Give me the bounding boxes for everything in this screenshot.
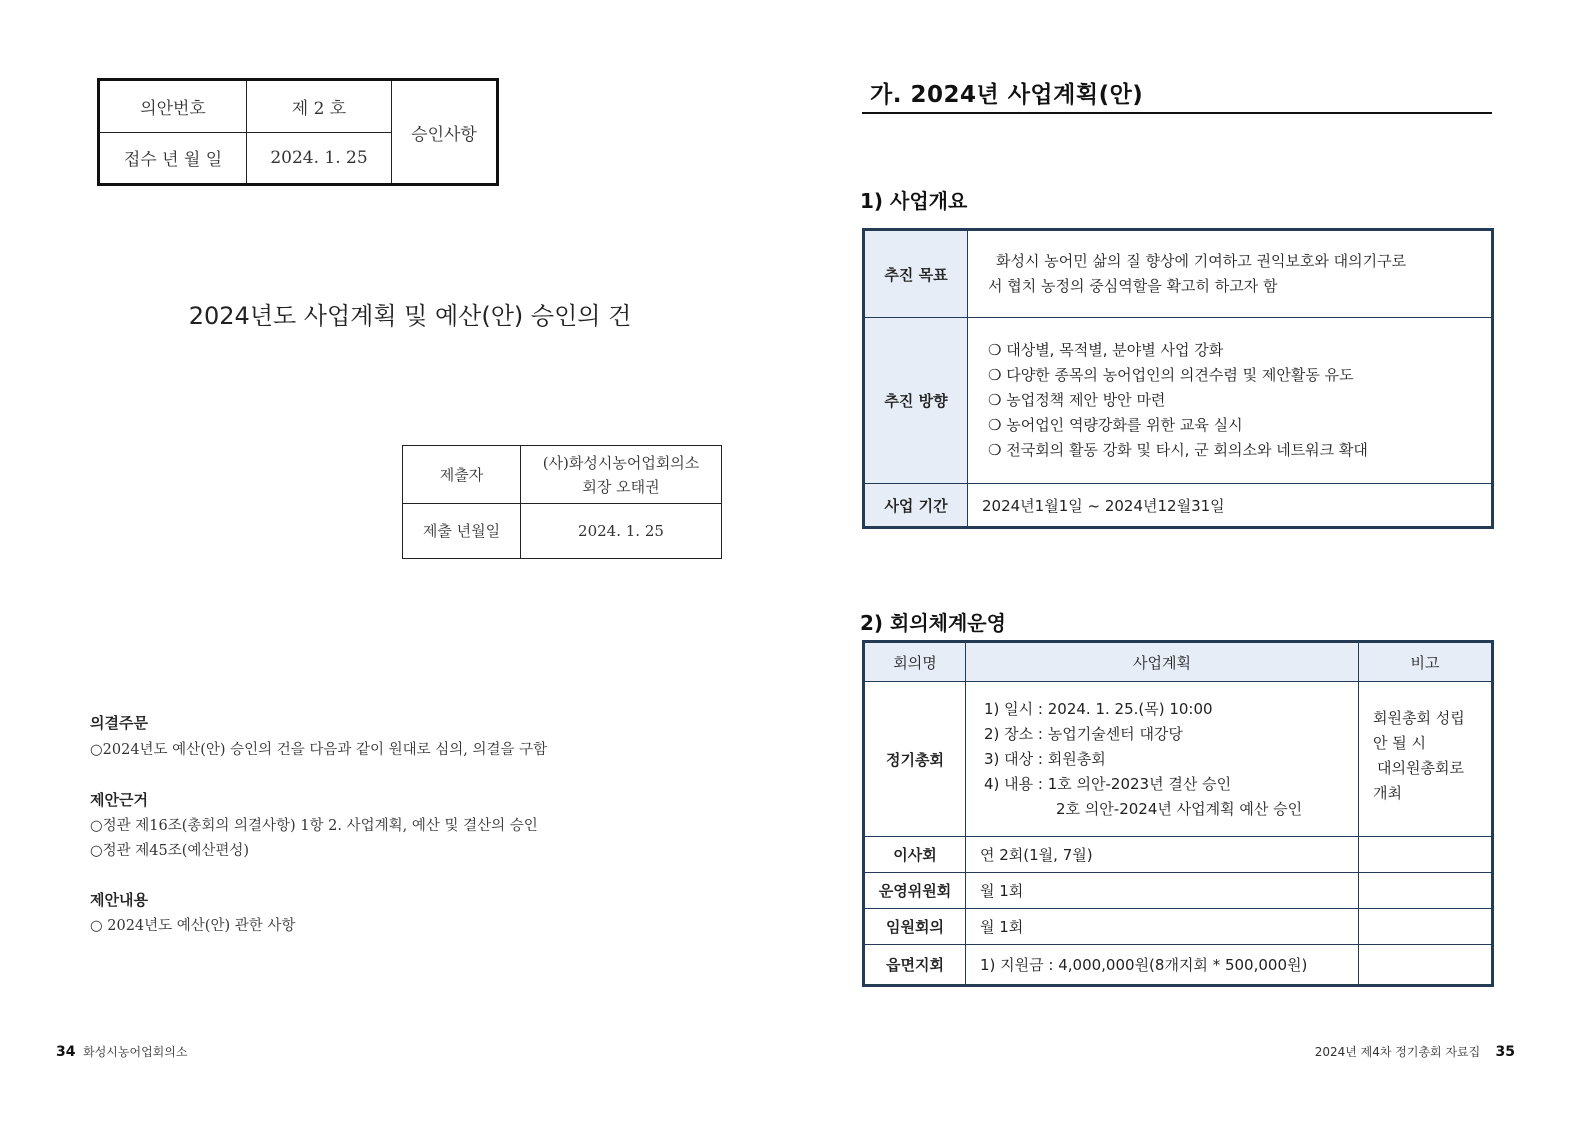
plan-line: 2호 의안-2024년 사업계획 예산 승인 [1056,799,1303,818]
submitter-org: (사)화성시농어업회의소 [542,453,700,472]
received-date-value: 2024. 1. 25 [247,132,392,185]
main-title: 가. 2024년 사업계획(안) [870,82,1144,108]
agenda-info-table [97,78,499,186]
direction-item: ❍ 대상별, 목적별, 분야별 사업 강화 [988,341,1224,359]
section-line: ○2024년도 예산(안) 승인의 건을 다음과 같이 원대로 심의, 의결을 구함 [90,742,548,758]
submitter-person: 회장 오태권 [582,477,660,496]
meeting-plan: 1) 지원금 : 4,000,000원(8개지회 * 500,000원) [966,945,1359,986]
header-meeting-name: 회의명 [864,642,966,682]
section-heading-basis: 제안근거 [90,791,148,809]
direction-item: ❍ 농어업인 역량강화를 위한 교육 실시 [988,416,1243,434]
meeting-name: 이사회 [864,837,966,873]
overview-title: 1) 사업개요 [860,189,968,213]
meeting-plan: 월 1회 [966,909,1359,945]
submitter-label: 제출자 [403,446,521,504]
page-number-right: 35 [1495,1044,1515,1060]
note-line: 회원총회 성립 [1373,709,1465,727]
period-value: 2024년1월1일 ~ 2024년12월31일 [968,484,1493,528]
meeting-note [1359,682,1493,837]
section-line: ○정관 제16조(총회의 의결사항) 1항 2. 사업계획, 예산 및 결산의 승인 [90,818,538,834]
header-note: 비고 [1359,642,1493,682]
direction-item: ❍ 다양한 종목의 농어업인의 의견수렴 및 제안활동 유도 [988,366,1354,384]
note-line: 대의원총회로 [1377,759,1464,777]
business-overview-table [862,228,1494,529]
agenda-number-value: 제 2 호 [247,80,392,133]
agenda-category: 승인사항 [392,80,498,185]
goal-line: 서 협치 농정의 중심역할을 확고히 하고자 함 [988,277,1278,295]
submit-date-label: 제출 년월일 [403,504,521,559]
meeting-name: 운영위원회 [864,873,966,909]
note-line: 개최 [1373,784,1402,802]
agenda-title: 2024년도 사업계획 및 예산(안) 승인의 건 [188,302,632,330]
submitter-value [521,446,722,504]
section-line: ○정관 제45조(예산편성) [90,843,250,859]
header-plan: 사업계획 [966,642,1359,682]
direction-item: ❍ 농업정책 제안 방안 마련 [988,391,1166,409]
section-line: ○ 2024년도 예산(안) 관한 사항 [90,918,296,934]
page-number-left: 34 [56,1044,76,1060]
meeting-plan: 월 1회 [966,873,1359,909]
meeting-note [1359,837,1493,873]
direction-label: 추진 방향 [864,318,968,484]
meeting-name: 정기총회 [864,682,966,837]
section-heading-content: 제안내용 [90,891,148,909]
plan-line: 1) 일시 : 2024. 1. 25.(목) 10:00 [984,699,1213,718]
footer-right [1315,1043,1515,1060]
meeting-note [1359,945,1493,986]
plan-line: 4) 내용 : 1호 의안-2023년 결산 승인 [984,774,1232,793]
plan-line: 3) 대상 : 회원총회 [984,749,1106,768]
plan-line: 2) 장소 : 농업기술센터 대강당 [984,724,1183,743]
period-label: 사업 기간 [864,484,968,528]
footer-doc-title: 2024년 제4차 정기총회 자료집 [1314,1045,1481,1059]
direction-list [968,318,1493,484]
submitter-table [402,445,722,559]
meeting-plan: 연 2회(1월, 7월) [966,837,1359,873]
goal-label: 추진 목표 [864,230,968,318]
footer-left [56,1043,187,1060]
meeting-name: 읍면지회 [864,945,966,986]
meeting-note [1359,909,1493,945]
title-underline [862,112,1492,114]
agenda-number-label: 의안번호 [99,80,247,133]
note-line: 안 될 시 [1373,734,1427,752]
meetings-title: 2) 회의체계운영 [860,611,1006,635]
goal-value [968,230,1493,318]
section-heading-resolution: 의결주문 [90,714,148,732]
meeting-note [1359,873,1493,909]
received-date-label: 접수 년 월 일 [99,132,247,185]
footer-org: 화성시농어업회의소 [83,1045,188,1059]
direction-item: ❍ 전국회의 활동 강화 및 타시, 군 회의소와 네트워크 확대 [988,441,1368,459]
meeting-name: 임원회의 [864,909,966,945]
goal-line: 화성시 농어민 삶의 질 향상에 기여하고 권익보호와 대의기구로 [996,252,1407,270]
meeting-plan [966,682,1359,837]
meeting-operation-table [862,640,1494,987]
submit-date-value: 2024. 1. 25 [521,504,722,559]
